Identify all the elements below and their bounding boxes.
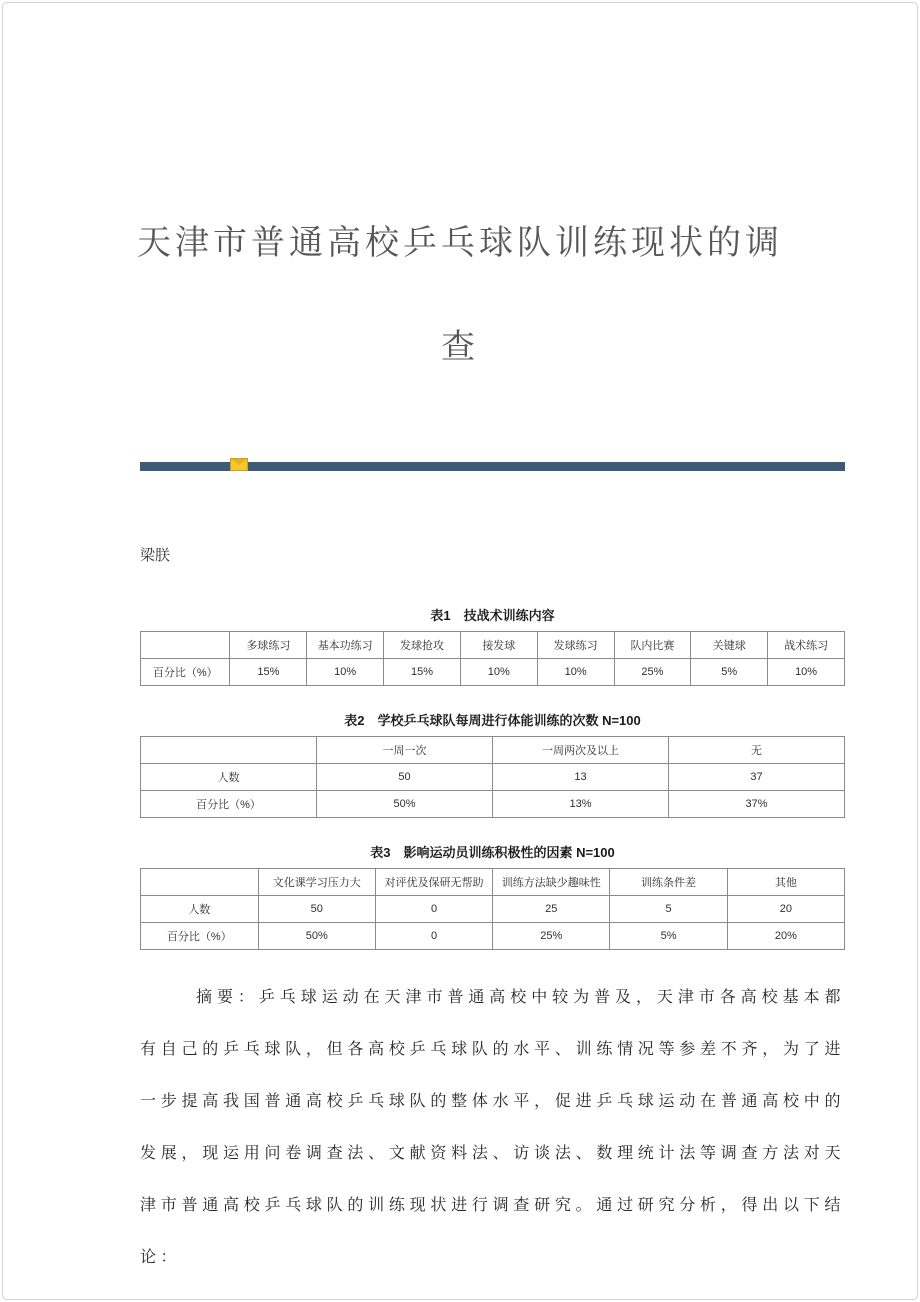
table-cell: 50 bbox=[258, 896, 375, 923]
table-header-cell: 关键球 bbox=[691, 632, 768, 659]
table-cell: 15% bbox=[384, 659, 461, 686]
envelope-icon bbox=[230, 458, 248, 471]
table-header-cell: 接发球 bbox=[460, 632, 537, 659]
table-header-cell: 发球练习 bbox=[537, 632, 614, 659]
table-3-caption: 表3 影响运动员训练积极性的因素 N=100 bbox=[370, 845, 615, 860]
table-header-cell: 战术练习 bbox=[768, 632, 845, 659]
table-header-cell: 对评优及保研无帮助 bbox=[375, 869, 492, 896]
table-cell: 10% bbox=[307, 659, 384, 686]
document-title bbox=[0, 0, 920, 400]
table-header-cell: 文化课学习压力大 bbox=[258, 869, 375, 896]
table-cell: 13% bbox=[493, 791, 669, 818]
table-cell: 50 bbox=[317, 764, 493, 791]
table-header-cell: 发球抢攻 bbox=[384, 632, 461, 659]
table-cell: 15% bbox=[230, 659, 307, 686]
data-grid bbox=[140, 631, 845, 686]
author-name: 梁朕 bbox=[140, 547, 171, 564]
table-header-cell: 基本功练习 bbox=[307, 632, 384, 659]
table-header-cell bbox=[141, 869, 259, 896]
table-2 bbox=[140, 736, 845, 818]
table-cell: 25 bbox=[493, 896, 610, 923]
table-row bbox=[141, 896, 845, 923]
table-header-cell bbox=[141, 737, 317, 764]
table-cell: 25% bbox=[614, 659, 691, 686]
table-cell: 50% bbox=[258, 923, 375, 950]
table-row bbox=[141, 659, 845, 686]
table-2-caption: 表2 学校乒乓球队每周进行体能训练的次数 N=100 bbox=[344, 713, 641, 728]
section-divider bbox=[140, 460, 845, 472]
table-cell: 5% bbox=[610, 923, 727, 950]
row-label-cell: 百分比（%） bbox=[141, 659, 230, 686]
table-header-cell: 一周两次及以上 bbox=[493, 737, 669, 764]
table-cell: 20 bbox=[727, 896, 844, 923]
table-cell: 10% bbox=[460, 659, 537, 686]
table-row bbox=[141, 791, 845, 818]
table-header-cell: 队内比赛 bbox=[614, 632, 691, 659]
abstract-paragraph: 摘要：乒乓球运动在天津市普通高校中较为普及，天津市各高校基本都有自己的乒乓球队，但各高校乒乓球队的水平、训练情况等参差不齐，为了进一步提高我国普通高校乒乓球队的整体水平，促进乒乓球运动在普通高校中的发展，现运用问卷调查法、文献资料法、访谈法、数理统计法等调查方法对天津市普通高校乒乓球队的训练现状进行调查研究。通过研究分析，得出以下结论： bbox=[140, 989, 845, 1266]
table-row bbox=[141, 764, 845, 791]
table-cell: 25% bbox=[493, 923, 610, 950]
table-cell: 10% bbox=[537, 659, 614, 686]
table-row bbox=[141, 923, 845, 950]
data-grid bbox=[140, 736, 845, 818]
table-cell: 5% bbox=[691, 659, 768, 686]
table-cell: 5 bbox=[610, 896, 727, 923]
table-cell: 50% bbox=[317, 791, 493, 818]
title-line-1: 天津市普通高校乒乓球队训练现状的调 bbox=[137, 225, 783, 262]
row-label-cell: 人数 bbox=[141, 764, 317, 791]
table-header-cell bbox=[141, 632, 230, 659]
table-header-cell: 一周一次 bbox=[317, 737, 493, 764]
table-header-cell: 无 bbox=[669, 737, 845, 764]
table-header-cell: 多球练习 bbox=[230, 632, 307, 659]
table-cell: 0 bbox=[375, 896, 492, 923]
table-header-cell: 训练方法缺少趣味性 bbox=[493, 869, 610, 896]
title-line-2: 查 bbox=[441, 329, 479, 366]
table-cell: 37 bbox=[669, 764, 845, 791]
row-label-cell: 人数 bbox=[141, 896, 259, 923]
table-cell: 20% bbox=[727, 923, 844, 950]
row-label-cell: 百分比（%） bbox=[141, 923, 259, 950]
table-header-cell: 其他 bbox=[727, 869, 844, 896]
table-1 bbox=[140, 631, 845, 686]
table-cell: 0 bbox=[375, 923, 492, 950]
table-3 bbox=[140, 868, 845, 950]
table-cell: 37% bbox=[669, 791, 845, 818]
row-label-cell: 百分比（%） bbox=[141, 791, 317, 818]
table-cell: 13 bbox=[493, 764, 669, 791]
table-header-cell: 训练条件差 bbox=[610, 869, 727, 896]
tables-section bbox=[140, 605, 845, 950]
table-cell: 10% bbox=[768, 659, 845, 686]
table-1-caption: 表1 技战术训练内容 bbox=[430, 608, 555, 623]
data-grid bbox=[140, 868, 845, 950]
